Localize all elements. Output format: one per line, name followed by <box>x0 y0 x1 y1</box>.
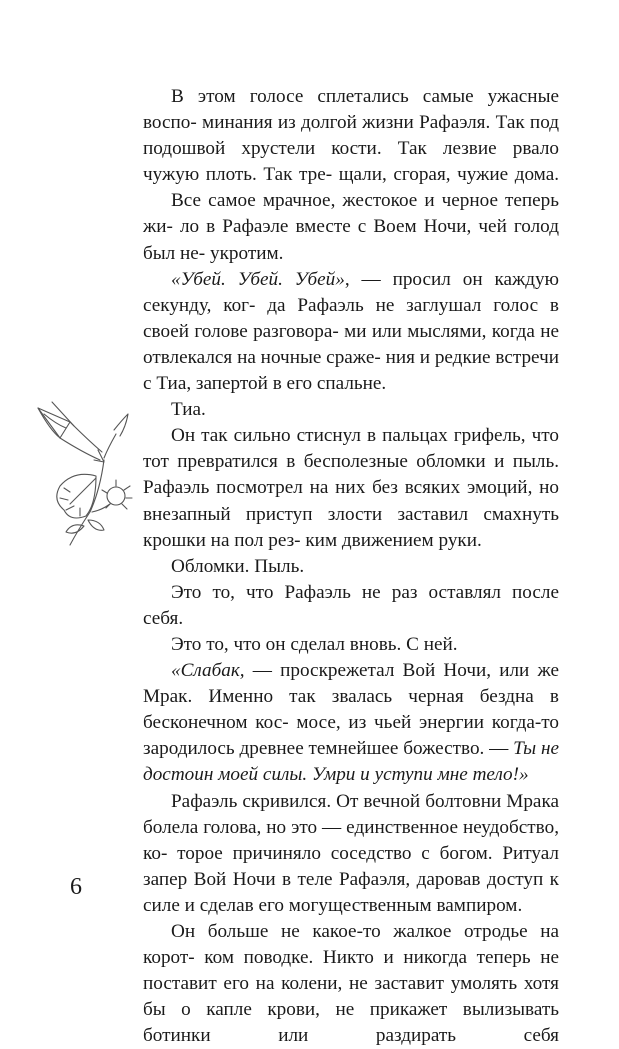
paragraph-2: Все самое мрачное, жестокое и черное теперь жи- ло в Рафаэле вместе с Воем Ночи, чей голод был не- укротим. <box>143 190 559 264</box>
flower-sketch-icon <box>30 400 145 550</box>
paragraph-7: Это то, что Рафаэль не раз оставлял после себя. <box>143 581 559 629</box>
paragraph-10: Рафаэль скривился. От вечной болтовни Мрака болела голова, но это — единственное неудобство, ко- торое причиняло соседство с богом. Ритуал запер Вой Ночи в теле Рафаэля, даровав доступ к силе и сделав его могущественным вампиром. <box>143 790 559 916</box>
paragraph-4: Тиа. <box>171 399 206 421</box>
main-text <box>143 84 559 1049</box>
page-number: 6 <box>70 874 82 900</box>
paragraph-5: Он так сильно стиснул в пальцах грифель, что тот превратился в бесполезные обломки и пыль. Рафаэль посмотрел на них без всяких эмоций, но внезапный приступ злости заставил смахнуть крошки на пол рез- ким движением руки. <box>143 425 560 551</box>
paragraph-11: Он больше не какое-то жалкое отродье на корот- ком поводке. Никто и никогда теперь не поставит его на колени, не заставит умолять хотя бы о капле крови, не прикажет вылизывать ботинки или раздирать себя <box>143 921 559 1047</box>
paragraph-1: В этом голосе сплетались самые ужасные воспо- минания из долгой жизни Рафаэля. Так под подошвой хрустели кости. Так лезвие рвало чужую плоть. Так тре- щали, сгорая, чужие дома. <box>143 86 560 186</box>
paragraph-9: «Слабак, — проскрежетал Вой Ночи, или же Мрак. Именно так звалась черная бездна в бесконечном кос- мосе, из чьей энергии когда-то зародилось древнее темнейшее божество. — Ты не достоин моей силы. Умри и уступи мне тело!» <box>143 660 559 786</box>
paragraph-6: Обломки. Пыль. <box>171 555 305 577</box>
paragraph-8: Это то, что он сделал вновь. С ней. <box>171 633 458 655</box>
paragraph-3: «Убей. Убей. Убей», — просил он каждую секунду, ког- да Рафаэль не заглушал голос в своей голове разговора- ми или мыслями, когда не отвлекался на ночные сраже- ния и редкие встречи с Тиа, запертой в его спальне. <box>143 268 560 395</box>
